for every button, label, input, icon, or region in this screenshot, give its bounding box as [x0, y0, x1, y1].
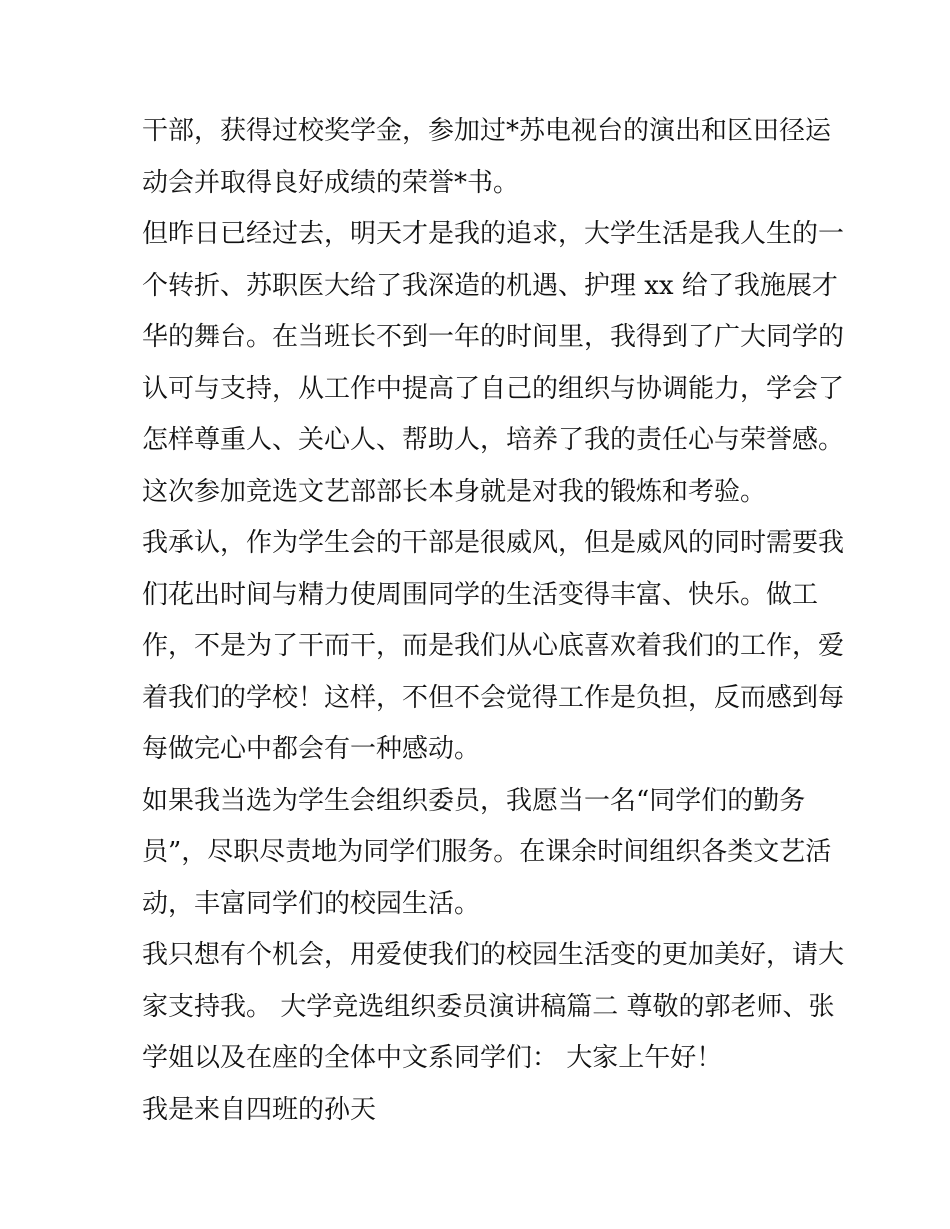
text-line: 认可与支持，从工作中提高了自己的组织与协调能力，学会了	[142, 373, 845, 404]
text-line: 华的舞台。在当班长不到一年的时间里，我得到了广大同学的	[142, 322, 845, 352]
text-line: 个转折、苏职医大给了我深造的机遇、护理 xx 给了我施展才	[142, 270, 838, 301]
text-line: 我是来自四班的孙天	[142, 1094, 377, 1125]
text-line: 动，丰富同学们的校园生活。	[142, 888, 481, 919]
text-line: 家支持我。 大学竞选组织委员演讲稿篇二 尊敬的郭老师、张	[142, 991, 835, 1022]
body-text	[142, 106, 845, 1136]
text-line: 怎样尊重人、关心人、帮助人，培养了我的责任心与荣誉感。	[142, 425, 845, 455]
text-line: 着我们的学校！这样，不但不会觉得工作是负担，反而感到每	[142, 682, 845, 713]
text-line: 每做完心中都会有一种感动。	[142, 734, 481, 764]
text-line: 但昨日已经过去，明天才是我的追求，大学生活是我人生的一	[142, 219, 845, 249]
text-line: 们花出时间与精力使周围同学的生活变得丰富、快乐。做工	[142, 579, 819, 610]
text-line: 作，不是为了干而干，而是我们从心底喜欢着我们的工作，爱	[142, 631, 845, 661]
text-line: 如果我当选为学生会组织委员，我愿当一名“同学们的勤务	[142, 785, 806, 816]
text-line: 动会并取得良好成绩的荣誉*书。	[142, 167, 520, 198]
text-line: 这次参加竞选文艺部部长本身就是对我的锻炼和考验。	[142, 476, 767, 507]
text-line: 干部，获得过校奖学金，参加过*苏电视台的演出和区田径运	[142, 116, 832, 146]
text-line: 员”，尽职尽责地为同学们服务。在课余时间组织各类文艺活	[142, 837, 832, 867]
text-line: 我承认，作为学生会的干部是很威风，但是威风的同时需要我	[142, 528, 845, 558]
text-line: 学姐以及在座的全体中文系同学们： 大家上午好！	[142, 1043, 723, 1073]
text-line: 我只想有个机会，用爱使我们的校园生活变的更加美好，请大	[142, 940, 845, 970]
